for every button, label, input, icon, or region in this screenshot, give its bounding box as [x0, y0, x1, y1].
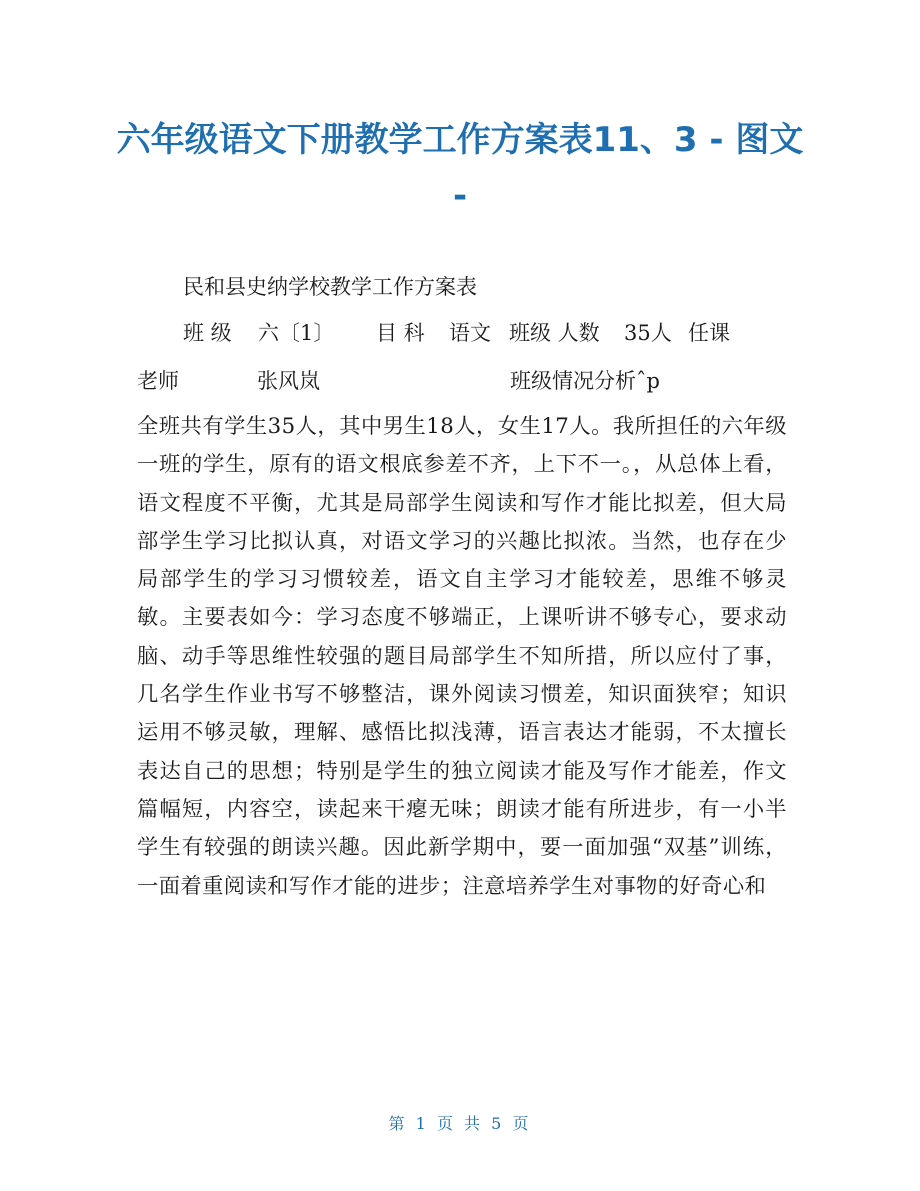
class-analysis-body: 全班共有学生35人，其中男生18人，女生17人。我所担任的六年级一班的学生，原有的语文根底参差不齐，上下不一。，从总体上看，语文程度不平衡，尤其是局部学生阅读和写作才能比拟差，但大局部学生学习比拟认真，对语文学习的兴趣比拟浓。当然，也存在少局部学生的学习习惯较差，语文自主学习才能较差，思维不够灵敏。主要表如今：学习态度不够端正，上课听讲不够专心，要求动脑、动手等思维性较强的题目局部学生不知所措，所以应付了事，几名学生作业书写不够整洁，课外阅读习惯差，知识面狭窄；知识运用不够灵敏，理解、感悟比拟浅薄，语言表达才能弱，不太擅长表达自己的思想；特别是学生的独立阅读才能及写作才能差，作文篇幅短，内容空，读起来干瘪无味；朗读才能有所进步，有一小半学生有较强的朗读兴趣。因此新学期中，要一面加强“双基”训练，一面着重阅读和写作才能的进步；注意培养学生对事物的好奇心和 [137, 414, 787, 899]
student-count-label: 班级 人数 [509, 321, 600, 345]
class-value: 六〔1〕 [258, 321, 335, 345]
footer-page-number: 1 [415, 1114, 429, 1133]
class-label: 班 级 [183, 321, 232, 345]
footer-total-unit: 页 [512, 1114, 532, 1133]
class-analysis-label: 班级情况分析ˆp [510, 369, 660, 393]
teacher-label-cont: 老师 [137, 369, 179, 393]
footer-page-word: 第 [388, 1114, 408, 1133]
student-count-value: 35人 [624, 321, 672, 345]
subject-label: 目 科 [376, 321, 425, 345]
title-line-2: - [452, 176, 468, 216]
subject-value: 语文 [449, 321, 491, 345]
teacher-label: 任课 [688, 321, 730, 345]
footer-page-unit: 页 [436, 1114, 456, 1133]
page-footer [0, 1111, 920, 1134]
document-title [110, 112, 810, 224]
footer-total-number: 5 [491, 1114, 505, 1133]
title-line-1: 六年级语文下册教学工作方案表11、3 - 图文 [116, 120, 804, 160]
teacher-name: 张风岚 [257, 369, 320, 393]
subtitle: 民和县史纳学校教学工作方案表 [183, 275, 477, 299]
footer-total-word: 共 [464, 1114, 484, 1133]
